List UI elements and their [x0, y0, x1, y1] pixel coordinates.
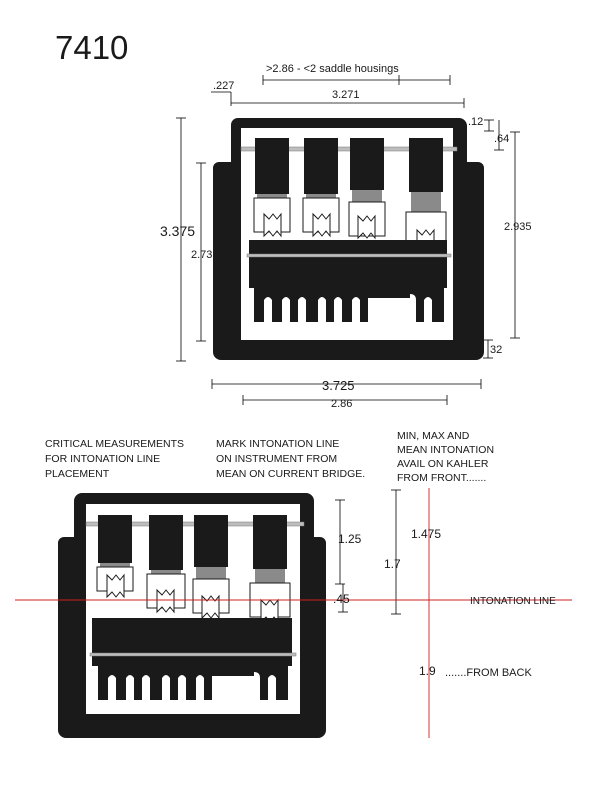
top-saddle-4 — [406, 138, 446, 252]
intonation-line-label: INTONATION LINE — [470, 596, 556, 607]
total-height-label: 3.375 — [160, 223, 196, 239]
top-saddle-3 — [349, 138, 385, 238]
bottom-saddle-1 — [97, 515, 133, 597]
total-depth-label: 1.7 — [384, 557, 401, 571]
bottom-saddle-4 — [250, 515, 290, 622]
front-to-mean-label: 1.25 — [338, 532, 362, 546]
inner-width-label: 3.271 — [332, 89, 360, 101]
from-back-value-label: 1.9 — [419, 664, 436, 678]
bottom-saddle-2 — [147, 515, 185, 612]
top-gap-label: .12 — [468, 116, 484, 128]
base-width-label: 2.86 — [331, 398, 353, 410]
bottom-lower-rail — [90, 653, 296, 656]
bottom-saddle-3 — [193, 515, 229, 618]
critical-note: CRITICAL MEASUREMENTS FOR INTONATION LINE PLACEMENT — [45, 438, 185, 480]
right-height-label: 2.935 — [504, 221, 532, 233]
top-lower-rail — [247, 254, 451, 257]
top-base-plate — [249, 240, 447, 288]
rail-depth-label: .64 — [494, 133, 510, 145]
top-saddle-1 — [254, 138, 290, 236]
from-back-label: .......FROM BACK — [445, 667, 532, 679]
bottom-gap-label: 32 — [490, 344, 503, 356]
mark-line-note: MARK INTONATION LINE ON INSTRUMENT FROM MEAN ON CURRENT BRIDGE. — [216, 438, 366, 480]
top-saddle-2 — [303, 138, 339, 236]
bottom-bridge-view — [58, 493, 326, 738]
bottom-base-plate — [92, 618, 292, 666]
back-offset-label: .45 — [333, 592, 350, 606]
front-to-line-label: 1.475 — [411, 527, 442, 541]
inner-height-label: 2.73 — [191, 249, 213, 261]
saddle-housings-label: >2.86 - <2 saddle housings — [266, 63, 399, 75]
min-max-note: MIN, MAX AND MEAN INTONATION AVAIL ON KAHLER FROM FRONT....... — [397, 430, 495, 484]
offset-label: .227 — [213, 80, 235, 92]
total-width-label: 3.725 — [322, 378, 355, 393]
model-number-title: 7410 — [55, 29, 129, 66]
